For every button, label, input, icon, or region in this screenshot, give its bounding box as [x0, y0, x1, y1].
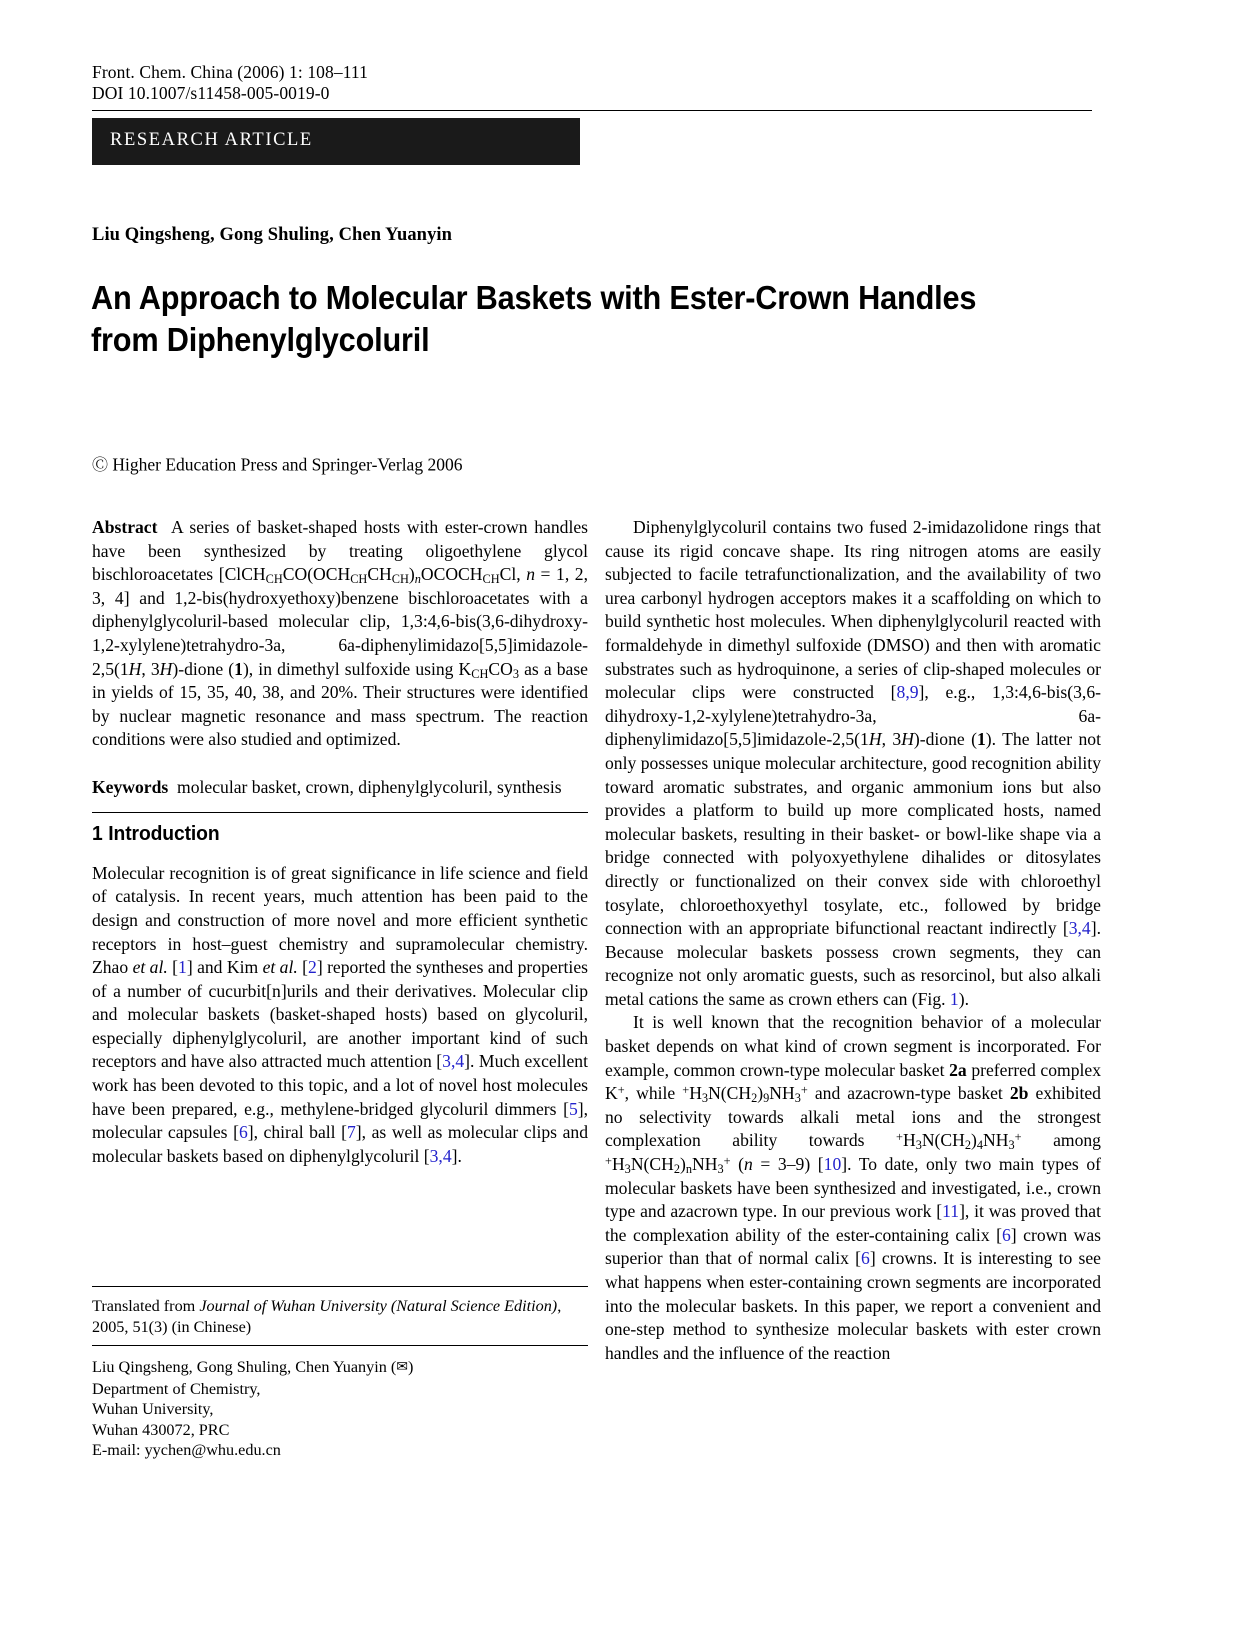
- author-list: Liu Qingsheng, Gong Shuling, Chen Yuanyin: [92, 225, 453, 245]
- copyright-symbol: Ⓒ: [92, 457, 109, 474]
- correspondence-address: Liu Qingsheng, Gong Shuling, Chen Yuanyin (✉) Department of Chemistry, Wuhan University, Wuhan 430072, PRC E-mail: yychen@whu.edu.cn: [92, 1358, 414, 1460]
- research-article-banner: [92, 118, 580, 165]
- citation-link[interactable]: 11: [942, 1201, 960, 1222]
- journal-citation: Front. Chem. China (2006) 1: 108–111: [92, 62, 368, 82]
- citation-link[interactable]: 8,9: [896, 682, 919, 703]
- keywords-text: molecular basket, crown, diphenylglycoluril, synthesis: [177, 776, 562, 797]
- citation-link[interactable]: 2: [308, 957, 317, 978]
- citation-link[interactable]: 6: [1002, 1224, 1011, 1245]
- citation-link[interactable]: 3,4: [1068, 918, 1091, 939]
- citation-link[interactable]: 1: [178, 957, 187, 978]
- address-department: Department of Chemistry,: [92, 1379, 261, 1398]
- right-paragraph-1: Diphenylglycoluril contains two fused 2-imidazolidone rings that cause its rigid concave shape. Its ring nitrogen atoms are easily subjected to facile tetrafunctionalization, and the availability of two urea carbonyl hydrogen acceptors makes it a scaffolding on which to build synthetic host molecules. When diphenylglycoluril reacted with formaldehyde in dimethyl sulfoxide (DMSO) and then with aromatic substrates such as hydroquinone, a series of clip-shaped molecules or molecular clips were constructed [8,9], e.g., 1,3:4,6-bis(3,6-dihydroxy-1,2-xylylene)tetrahydro-3a, 6a-diphenylimidazo[5,5]imidazole-2,5(1H, 3H)-dione (1). The latter not only possesses unique molecular architecture, good recognition ability toward aromatic substrates, and organic ammonium ions but also provides a platform to build up more complicated hosts, named molecular baskets, resulting in their basket- or bowl-like shape via a bridge connected with polyoxyethylene dihalides or ditosylates directly or functionalized on their convex side with chloroethyl tosylate, chloroethoxyethyl tosylate, etc., followed by bridge connection with an appropriate bifunctional reactant indirectly [3,4]. Because molecular baskets possess crown segments, they can recognize not only aromatic guests, such as resorcinol, but also alkali metal cations the same as crown ethers can (Fig. 1).: [605, 517, 1101, 1009]
- envelope-icon: ✉: [396, 1360, 408, 1376]
- section-heading: [92, 822, 558, 846]
- copyright-notice: [92, 452, 462, 476]
- right-column: [605, 516, 1101, 1365]
- section-divider: [92, 812, 588, 813]
- spacer: [92, 752, 588, 776]
- citation-link[interactable]: 10: [823, 1154, 842, 1175]
- citation-link[interactable]: 3,4: [442, 1051, 465, 1072]
- section-number: 1: [92, 822, 103, 846]
- right-paragraph-2: It is well known that the recognition behavior of a molecular basket depends on what kind of crown segment is incorporated. For example, common crown-type molecular basket 2a preferred complex K+, while $^+H_3N(CH_2)_9NH_3^+$ and azacrown-type basket 2b exhibited no selectivity towards alkali metal ions and the strongest complexation ability towards $^+H_3N(CH_2)_4NH_3^+$ among $^+H_3N(CH_2)_nNH_3^+$ (n = 3–9) [10]. To date, only two main types of molecular baskets have been synthesized and investigated, i.e., crown type and azacrown type. In our previous work [11], it was proved that the complexation ability of the ester-containing calix [6] crown was superior than that of normal calix [6] crowns. It is interesting to see what happens when ester-containing crown segments are incorporated into the molecular baskets. In this paper, we report a convenient and one-step method to synthesize molecular baskets with ester crown handles and the influence of the reaction: [605, 1012, 1102, 1363]
- section-title-text: Introduction: [108, 822, 220, 846]
- address-city: Wuhan 430072, PRC: [92, 1420, 230, 1439]
- subscript-three: 3: [512, 666, 519, 681]
- introduction-paragraph: Molecular recognition is of great significance in life science and field of catalysis. In recent years, much attention has been paid to the design and construction of more novel and more efficient synthetic receptors in host–guest chemistry and supramolecular chemistry. Zhao et al. [1] and Kim et al. [2] reported the syntheses and properties of a number of cucurbit[n]urils and their derivatives. Molecular clip and molecular baskets (basket-shaped hosts) based on glycoluril, especially diphenylglycoluril, are another important kind of such receptors and have also attracted much attention [3,4]. Much excellent work has been devoted to this topic, and a lot of novel host molecules have been prepared, e.g., methylene-bridged glycoluril dimmers [5], molecular capsules [6], chiral ball [7], as well as molecular clips and molecular baskets based on diphenylglycoluril [3,4].: [92, 862, 588, 1166]
- journal-header: [92, 62, 1092, 104]
- citation-link[interactable]: 3,4: [429, 1145, 452, 1166]
- citation-link[interactable]: 6: [861, 1248, 870, 1269]
- translated-from-note: Translated from Journal of Wuhan University (Natural Science Edition), 2005, 51(3) (in Chinese): [92, 1297, 562, 1336]
- abstract-label: Abstract: [92, 517, 158, 537]
- citation-link[interactable]: 7: [346, 1122, 356, 1143]
- address-email[interactable]: E-mail: yychen@whu.edu.cn: [92, 1441, 281, 1460]
- journal-doi: DOI 10.1007/s11458-005-0019-0: [92, 83, 330, 103]
- address-university: Wuhan University,: [92, 1400, 214, 1419]
- page-title: An Approach to Molecular Baskets with Ester-Crown Handles from Diphenylglycoluril: [91, 279, 977, 359]
- research-article-label: RESEARCH ARTICLE: [110, 130, 313, 150]
- left-column: [92, 516, 588, 1168]
- abstract-paragraph: Abstract A series of basket-shaped hosts with ester-crown handles have been synthesized by treating oligoethylene glycol bischloroacetates [$ClCH_{CH}CO(OCH_{CH}CH_{CH})_nOCOCH_{CH}Cl$, n = 1, 2, 3, 4] and 1,2-bis(hydroxyethoxy)benzene bischloroacetates with a diphenylglycoluril-based molecular clip, 1,3:4,6-bis(3,6-dihydroxy-1,2-xylylene)tetrahydro-3a, 6a-diphenylimidazo[5,5]imidazole-2,5(1H, 3H)-dione (1), in dimethyl sulfoxide using $K_{CH}CO_3$ as a base in yields of 15, 35, 40, 38, and 20%. Their structures were identified by nuclear magnetic resonance and mass spectrum. The reaction conditions were also studied and optimized.: [92, 517, 588, 750]
- citation-link[interactable]: 6: [238, 1122, 248, 1143]
- footnote-block: [92, 1286, 588, 1461]
- citation-link[interactable]: 5: [568, 1098, 578, 1119]
- source-journal-name: Journal of Wuhan University (Natural Science Edition): [199, 1297, 558, 1316]
- copyright-text: Higher Education Press and Springer-Verlag 2006: [112, 454, 463, 475]
- citation-link[interactable]: 1: [949, 988, 959, 1009]
- keywords-label: Keywords: [92, 776, 169, 797]
- header-divider: [92, 110, 1092, 111]
- keywords-paragraph: [92, 776, 588, 800]
